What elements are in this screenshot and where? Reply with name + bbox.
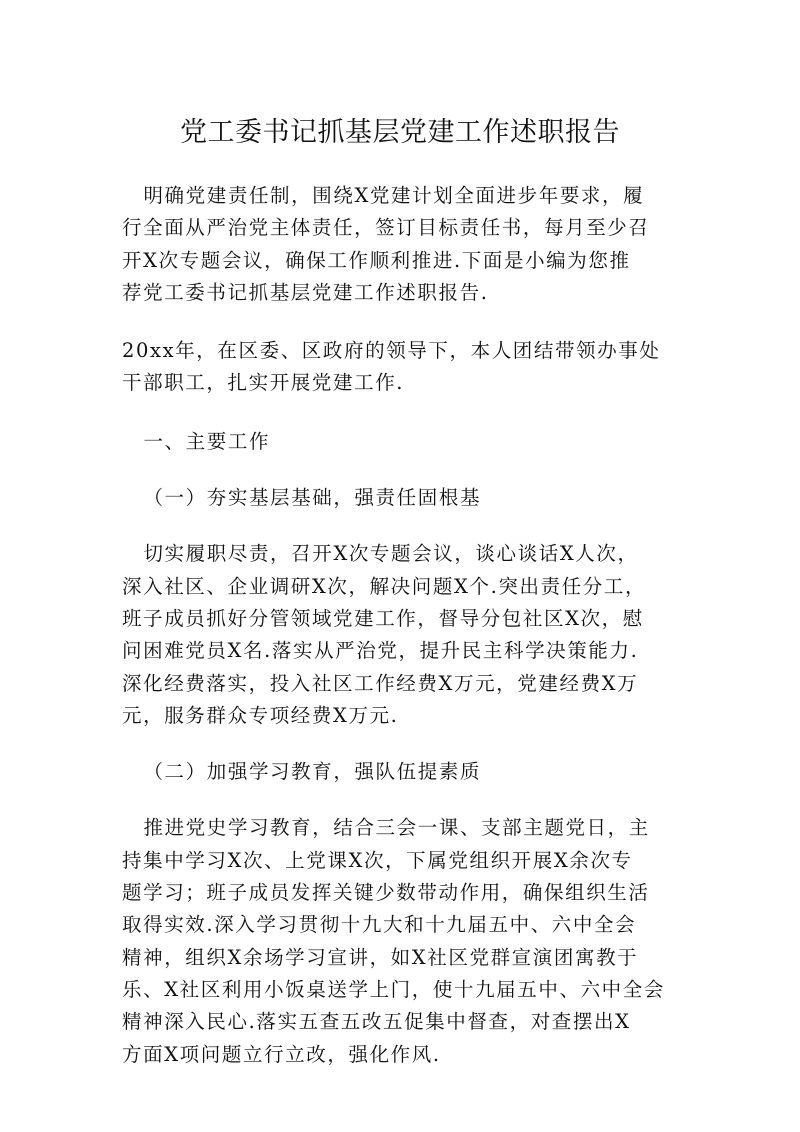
subsection-heading-2: （二）加强学习教育，强队伍提素质: [143, 760, 482, 784]
document-title: 党工委书记抓基层党建工作述职报告: [180, 117, 620, 148]
subsection-1-paragraph: 切实履职尽责，召开X次专题会议，谈心谈话X人次， 深入社区、企业调研X次，解决问题X个.突出责任分工， 班子成员抓好分管领域党建工作，督导分包社区X次，慰 问困难党员X名.落实从严治党，提升民主科学决策能力. 深化经费落实，投入社区工作经费X万元，党建经费X万 元，服务群众专项经费X万元.: [122, 542, 647, 727]
year-paragraph: 20xx年，在区委、区政府的领导下，本人团结带领办事处 干部职工，扎实开展党建工作.: [122, 339, 661, 395]
section-heading-main-work: 一、主要工作: [143, 429, 271, 453]
intro-paragraph: 明确党建责任制，围绕X党建计划全面进步年要求，履 行全面从严治党主体责任，签订目标责任书，每月至少召 开X次专题会议，确保工作顺利推进.下面是小编为您推 荐党工委书记抓基层党建工作述职报告.: [122, 184, 650, 304]
subsection-2-paragraph: 推进党史学习教育，结合三会一课、支部主题党日，主 持集中学习X次、上党课X次，下属党组织开展X余次专 题学习；班子成员发挥关键少数带动作用，确保组织生活 取得实效.深入学习贯彻十九大和十九届五中、六中全会 精神，组织X余场学习宣讲，如X社区党群宣演团寓教于 乐、X社区利用小饭桌送学上门，使十九届五中、六中全会 精神深入民心.落实五查五改五促集中督查，对查摆出X 方面X项问题立行立改，强化作风.: [122, 816, 665, 1066]
subsection-heading-1: （一）夯实基层基础，强责任固根基: [143, 486, 482, 510]
document-body: [122, 180, 678, 1095]
